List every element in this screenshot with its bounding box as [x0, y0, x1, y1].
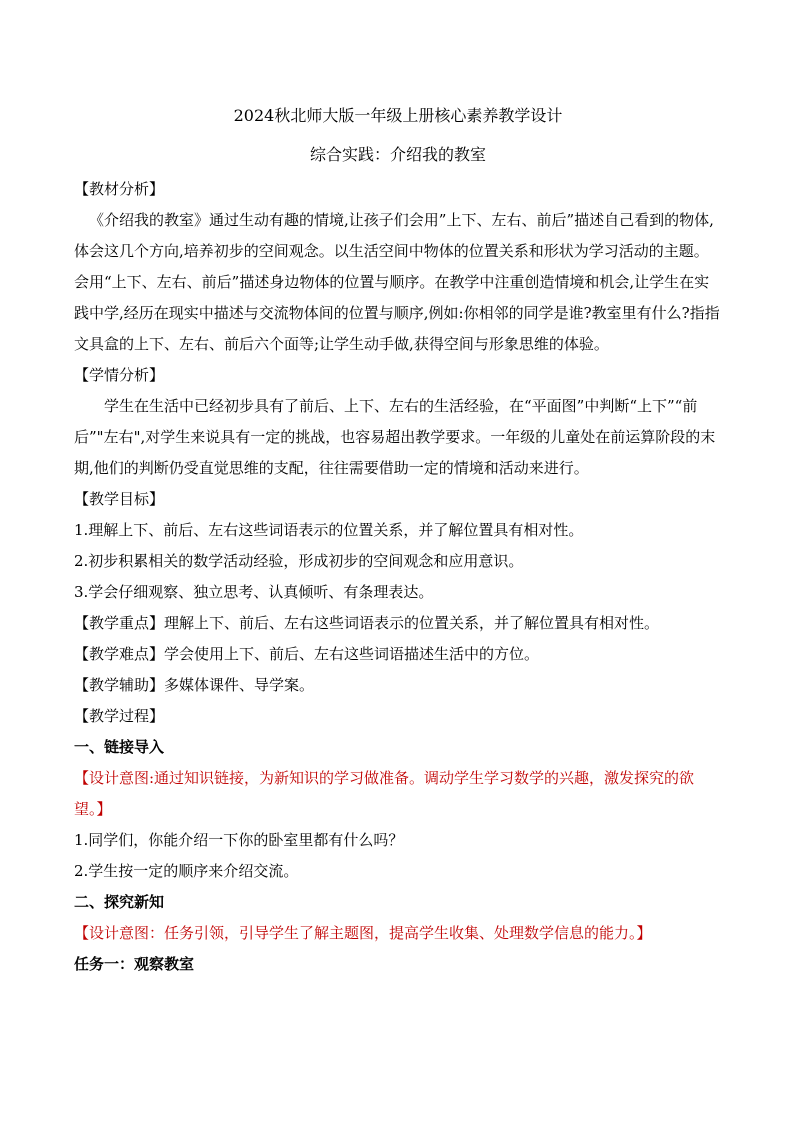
process-heading: 【教学过程】 [74, 707, 165, 725]
section1-design-intent: 【设计意图:通过知识链接，为新知识的学习做准备。调动学生学习数学的兴趣，激发探究的欲望。】 [74, 769, 695, 818]
student-analysis-heading: 【学情分析】 [74, 366, 165, 384]
section2-design-intent: 【设计意图：任务引领，引导学生了解主题图，提高学生收集、处理数学信息的能力。】 [74, 924, 652, 942]
textbook-analysis-heading: 【教材分析】 [74, 180, 165, 198]
difficult-point-label: 【教学难点】 [74, 645, 165, 663]
section2-title: 二、探究新知 [74, 893, 165, 911]
teaching-aids-label: 【教学辅助】 [74, 676, 165, 694]
key-point-line [74, 608, 722, 639]
textbook-analysis-body: 《介绍我的教室》通过生动有趣的情境,让孩子们会用”上下、左右、前后”描述自己看到的物体,体会这几个方向,培养初步的空间观念。以生活空间中物体的位置关系和形状为学习活动的主题。会用“上下、左右、前后”描述身边物体的位置与顺序。在教学中注重创造情境和机会,让学生在实践中学,经历在现实中描述与交流物体间的位置与顺序,例如:你相邻的同学是谁?教室里有什么?指指文具盒的上下、左右、前后六个面等;让学生动手做,获得空间与形象思维的体验。 [74, 211, 720, 353]
teaching-goal-item-1: 1.理解上下、前后、左右这些词语表示的位置关系，并了解位置具有相对性。 [74, 521, 584, 539]
teaching-aids-text: 多媒体课件、导学案。 [164, 676, 315, 694]
teaching-aids-line [74, 670, 722, 701]
difficult-point-text: 学会使用上下、前后、左右这些词语描述生活中的方位。 [164, 645, 540, 663]
key-point-label: 【教学重点】 [74, 614, 165, 632]
section1-item-1: 1.同学们，你能介绍一下你的卧室里都有什么吗？ [74, 831, 404, 849]
section1-title: 一、链接导入 [74, 738, 165, 756]
task1-title: 任务一：观察教室 [74, 955, 195, 973]
key-point-text: 理解上下、前后、左右这些词语表示的位置关系，并了解位置具有相对性。 [164, 614, 660, 632]
teaching-goal-item-2: 2.初步积累相关的数学活动经验，形成初步的空间观念和应用意识。 [74, 552, 524, 570]
document-subtitle: 综合实践：介绍我的教室 [309, 145, 486, 164]
student-analysis-body: 学生在生活中已经初步具有了前后、上下、左右的生活经验，在“平面图”中判断“上下”“前后”"左右",对学生来说具有一定的挑战，也容易超出教学要求。一年级的儿童处在前运算阶段的末期,他们的判断仍受直觉思维的支配，往往需要借助一定的情境和活动来进行。 [74, 397, 716, 477]
document-title: 2024秋北师大版一年级上册核心素养教学设计 [233, 106, 563, 125]
section1-item-2: 2.学生按一定的顺序来介绍交流。 [74, 862, 299, 880]
difficult-point-line [74, 639, 722, 670]
teaching-goal-item-3: 3.学会仔细观察、独立思考、认真倾听、有条理表达。 [74, 583, 434, 601]
teaching-goals-heading: 【教学目标】 [74, 490, 165, 508]
